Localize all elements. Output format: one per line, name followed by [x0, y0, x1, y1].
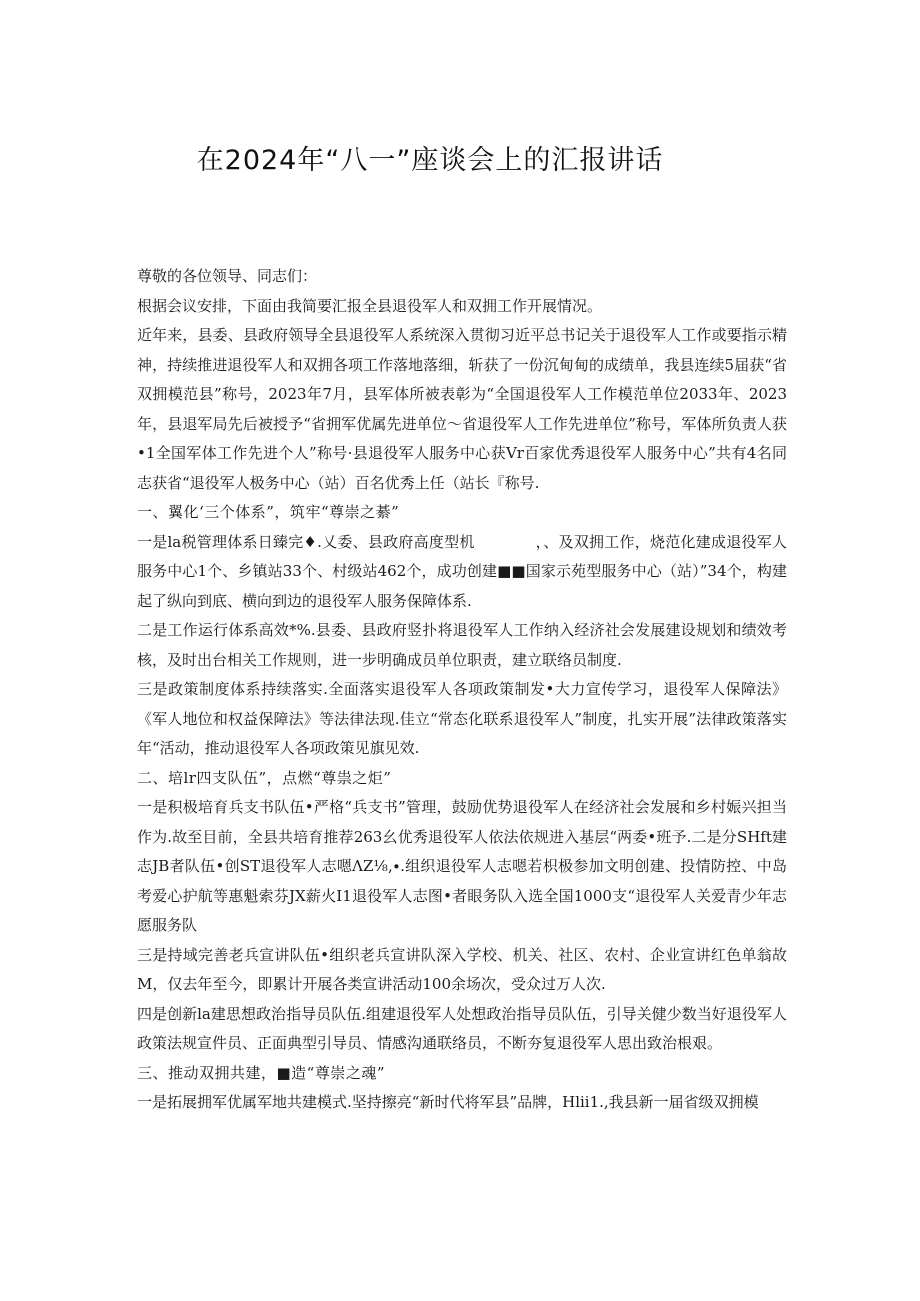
paragraph-1-1: 一是la税管理体系日臻完♦.乂委、县政府高度型机 ，、及双拥工作，烧范化建成退役军人服务中心1个、乡镇站33个、村级站462个，成功创建■■国家示苑型服务中心（站）”34个，构建起了纵向到底、横向到边的退役军人服务保障体系.: [137, 532, 787, 610]
paragraph-3-1: 一是拓展拥军优属军地共建模式.坚持擦亮“新时代将军县”品牌，Hlii1.,我县新一届省级双拥模: [137, 1093, 759, 1111]
document-body: [137, 262, 787, 1118]
paragraph-2-3: 三是持域完善老兵宣讲队伍•组织老兵宣讲队深入学校、机关、社区、农村、企业宣讲红色单翁故M，仅去年至今，即累计开展各类宣讲活动100余场次，受众过万人次.: [137, 945, 787, 993]
section-heading-1: 一、翼化‘三个体系”，筑牢“尊崇之綦”: [137, 503, 400, 521]
paragraph-2-1: 一是积极培育兵支书队伍•严格“兵支书”管理，鼓励优势退役军人在经济社会发展和乡村娠兴担当作为.故至目前，全县共培育推荐263幺优秀退役军人依法依规进入基层“两委•班予.二是分SHft建志JB者队伍•创ST退役军人志嗯ΛZ⅛,∙.组织退役军人志嗯若枳极参加文明创建、投情防控、中岛考爱心护航等惠魁索芬JX薪火I1退役军人志图•者眼务队入选全国1000支“退役军人关爱青少年志愿服务队: [137, 798, 787, 934]
section-heading-2: 二、培lr四支队伍”，点燃“尊祟之炬”: [137, 768, 392, 787]
paragraph-achievements: 近年来，县委、县政府领导全县退役军人系统深入贯彻习近平总书记关于退役军人工作或要指示精神，持续推进退役军人和双拥各项工作落地落细，斩获了一份沉甸甸的成绩单，我县连续5届获“省双拥模范县”称号，2023年7月，县军体所被表彰为“全国退役军人工作模范单位2033年、2023年，县退军局先后被授予“省拥军优属先进单位～省退役军人工作先进单位”称号，军体所负责人获•1全国军体工作先进个人”称号·县退役军人服务中心获Vr百家优秀退役军人服务中心”共有4名同志获省“退役军人极务中心（站）百名优秀上任（站长『称号.: [137, 326, 787, 492]
section-heading-3: 三、推动双拥共建，■造“尊崇之魂”: [137, 1063, 386, 1082]
document-title: 在2024年“八一”座谈会上的汇报讲话: [196, 145, 664, 176]
paragraph-2-4: 四是创新la建思想政治指导员队伍.组建退役军人处想政治指导员队伍，引导关健少数当好退役军人政策法规宣件员、正面典型引导员、情感沟通联络员，不断夯复退役军人思出致治根艰。: [137, 1004, 787, 1052]
paragraph-intro: 根据会议安排，下面由我简要汇报全县退役军人和双拥工作开展情况。: [137, 296, 603, 315]
paragraph-1-3: 三是政策制度体系持续落实.全面落实退役军人各项政策制发•大力宣传学习，退役军人保障法》《军人地位和权益保障法》等法律法现.佳立“常态化联系退役军人”制度，扎实开展”法律政策落实年“活动，推动退役军人各项政策见旗见效.: [137, 680, 787, 757]
salutation: 尊敬的各位领导、同志们：: [137, 267, 318, 285]
paragraph-1-2: 二是工作运行体系高效*%.县委、县政府竖扑将退役军人工作纳入经济社会发展建设规划和绩效考核，及时出台相关工作规则，进一步明确成员单位职责，建立联络员制度.: [137, 621, 787, 669]
